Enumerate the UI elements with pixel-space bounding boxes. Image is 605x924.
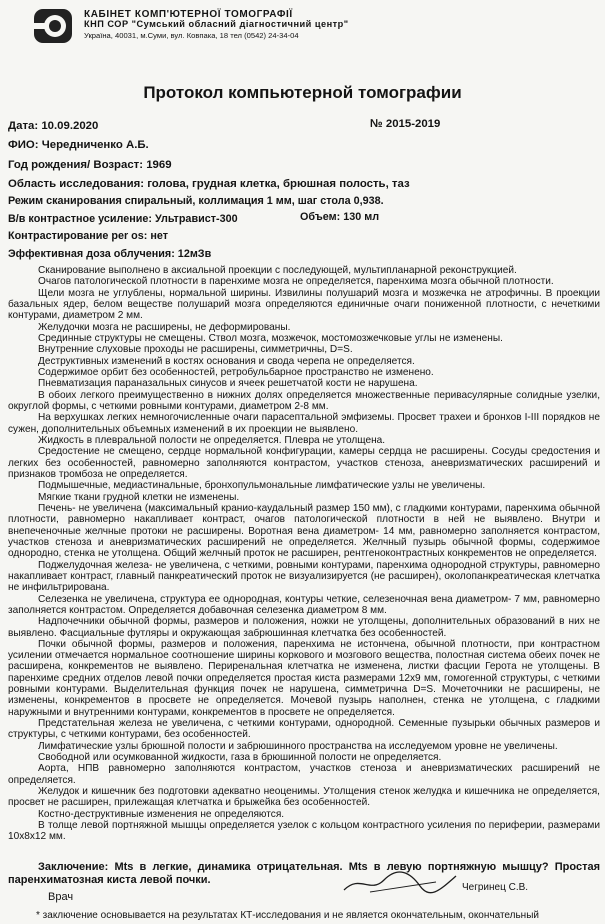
findings-paragraph: Средостение не смещено, сердце нормальной конфигурации, камеры сердца не расширены. Сосуды средостения и легких без особенностей, равномерно заполняются контрастом, участков стеноза, аневризматических расширений и признаков тромбоза не определяется.: [8, 446, 600, 480]
header-address: Україна, 40031, м.Суми, вул. Ковпака, 18 тел (0542) 24-34-04: [84, 31, 299, 40]
exam-area: Область исследования: голова, грудная клетка, брюшная полость, таз: [8, 178, 410, 190]
findings-paragraph: Жидкость в плевральной полости не определяется. Плевра не утолщена.: [38, 434, 386, 446]
findings-paragraph: Поджелудочная железа- не увеличена, с четкими, ровными контурами, паренхима однородной структуры, равномерно накапливает контраст, главный панкреатический проток не визуализируется (не расширен), околопанкреатическая клетчатка не инфильтрирована.: [8, 559, 600, 594]
findings-text: [8, 265, 600, 843]
findings-paragraph: На верхушках легких немногочисленные очаги парасептальной эмфиземы. Просвет трахеи и бронхов I-III порядков не сужен, дополнительных объемных изменений в их проекции не выявлено.: [8, 412, 600, 435]
findings-paragraph: Срединные структуры не смещены. Ствол мозга, мозжечок, мостомозжечковые углы не изменены.: [38, 332, 503, 344]
birth-year: Год рождения/ Возраст: 1969: [8, 159, 172, 171]
findings-paragraph: Предстательная железа не увеличена, с четкими контурами, однородной. Семенные пузырьки обычных размеров и структуры, с четкими контурами, без особенностей.: [8, 718, 600, 741]
contrast-volume: Объем: 130 мл: [300, 211, 380, 223]
findings-paragraph: Лимфатические узлы брюшной полости и забрюшинного пространства на исследуемом уровне не увеличены.: [38, 740, 558, 752]
findings-paragraph: Очагов патологической плотности в паренхиме мозга не определяется, паренхима мозга обычной плотности.: [38, 276, 554, 288]
findings-paragraph: Свободной или осумкованной жидкости, газа в брюшинной полости не определяется.: [38, 752, 442, 764]
findings-paragraph: Щели мозга не углублены, нормальной ширины. Извилины полушарий мозга и мозжечка не атрофичны. В проекции базальных ядер, белом веществе полушарий мозга определяются единичные очаги пониженной плотности, с нечеткими контурами, диаметром 2 мм.: [8, 287, 600, 322]
findings-paragraph: В обоих легкого преимущественно в нижних долях определяется множественные перивасулярные солидные узелки, округлой формы, с четкими ровными контурами, диаметром 2-8 мм.: [8, 389, 600, 412]
radiation-dose: Эффективная доза облучения: 12мЗв: [8, 248, 212, 260]
oral-contrast: Контрастирование per os: нет: [8, 230, 169, 242]
findings-paragraph: Содержимое орбит без особенностей, ретробульбарное пространство не изменено.: [38, 366, 434, 378]
patient-name: ФИО: Чередниченко А.Б.: [8, 139, 149, 151]
findings-paragraph: В толще левой портняжной мышцы определяется узелок с кольцом контрастного усиления по периферии, размерами 10х8х12 мм.: [8, 820, 600, 843]
center-logo: [32, 6, 74, 46]
findings-paragraph: Сканирование выполнено в аксиальной проекции с последующей, мультипланарной реконструкцией.: [38, 265, 517, 276]
protocol-number: № 2015-2019: [370, 118, 441, 130]
findings-paragraph: Селезенка не увеличена, структура ее однородная, контуры четкие, селезеночная вена диаметром- 7 мм, равномерно заполняется контрастом. Определяется добавочная селезенка диаметром 8 мм.: [8, 593, 600, 616]
findings-paragraph: Аорта, НПВ равномерно заполняются контрастом, участков стеноза и аневризматических расширений не определяется.: [8, 763, 600, 786]
doctor-signature: [340, 868, 460, 898]
footnote: * заключение основывается на результатах КТ-исследования и не является окончательным, окончательный: [36, 910, 539, 921]
findings-paragraph: Костно-деструктивные изменения не определяются.: [38, 808, 285, 820]
findings-paragraph: Желудок и кишечник без подготовки адекватно неоценимы. Утолщения стенок желудка и кишечника не определяется, просвет не расширен, прилежащая клетчатка и брыжейка без особенностей.: [8, 786, 600, 809]
iv-contrast: В/в контрастное усиление: Ультравист-300: [8, 213, 238, 225]
document-title: Протокол компьютерной томографии: [143, 83, 462, 102]
doctor-label: Врач: [48, 891, 74, 903]
findings-paragraph: Печень- не увеличена (максимальный кранио-каудальный размер 150 мм), с гладкими контурами, паренхима обычной плотности, равномерно накапливает контраст, очагов патологической плотности в ней не выявлено. Внутри и внепеченочные желчные протоки не расширены. Воротная вена диаметром- 14 мм, равномерно заполняется контрастом, участков стеноза и аневризматических расширений не определяется. Желчный пузырь обычной формы, содержимое однородно, стенка не утолщена. Общий желчный проток не расширен, рентгеноконтрастных конкрементов не определяется.: [8, 502, 600, 560]
findings-paragraph: Мягкие ткани грудной клетки не изменены.: [38, 491, 240, 503]
conclusion: Заключение: Mts в легкие, динамика отрицательная. Mts в левую портняжную мышцу? Простая паренхиматозная киста левой почки.: [8, 861, 600, 886]
header-center-name: КНП СОР "Сумський обласний діагностичний центр": [84, 19, 349, 29]
findings-paragraph: Почки обычной формы, размеров и положения, паренхима не истончена, обычной плотности, при контрастном усилении отмечается нормальное соотношение ширины коркового и мозгового вещества, полостная система обеих почек не расширена, конкрементов не выявлено. Периренальная клетчатка не изменена, листки фасции Герота не утолщены. В паренхиме средних отделов левой почки определяется простая киста размерами 12х9 мм, гомогенной структуры, с четкими ровными контурами. Выделительная функция почек не нарушена, симметрична D=S. Мочеточники не расширены, не изменены, конкрементов в просвете не определяется. Мочевой пузырь наполнен, стенка не утолщена, с гладкими наружными и внутренними контурами, конкрементов в просвете не определяется.: [8, 638, 600, 718]
findings-paragraph: Внутренние слуховые проходы не расширены, симметричны, D=S.: [38, 344, 353, 356]
findings-paragraph: Желудочки мозга не расширены, не деформированы.: [38, 321, 291, 333]
findings-paragraph: Подмышечные, медиастинальные, бронхопульмональные лимфатические узлы не увеличены.: [38, 480, 486, 492]
header-org-name: КАБІНЕТ КОМП'ЮТЕРНОЇ ТОМОГРАФІЇ: [84, 9, 293, 20]
findings-paragraph: Пневматизация параназальных синусов и ячеек решетчатой кости не нарушена.: [38, 378, 418, 390]
scan-mode: Режим сканирования спиральный, коллимация 1 мм, шаг стола 0,938.: [8, 195, 384, 207]
findings-paragraph: Деструктивных изменений в костях основания и свода черепа не определяется.: [38, 355, 415, 367]
exam-date: Дата: 10.09.2020: [8, 120, 99, 132]
doctor-name: Чегринец С.В.: [462, 882, 529, 893]
findings-paragraph: Надпочечники обычной формы, размеров и положения, ножки не утолщены, дополнительных образований в них не выявлено. Фасциальные футляры и окружающая забрюшинная клетчатка без особенностей.: [8, 616, 600, 639]
